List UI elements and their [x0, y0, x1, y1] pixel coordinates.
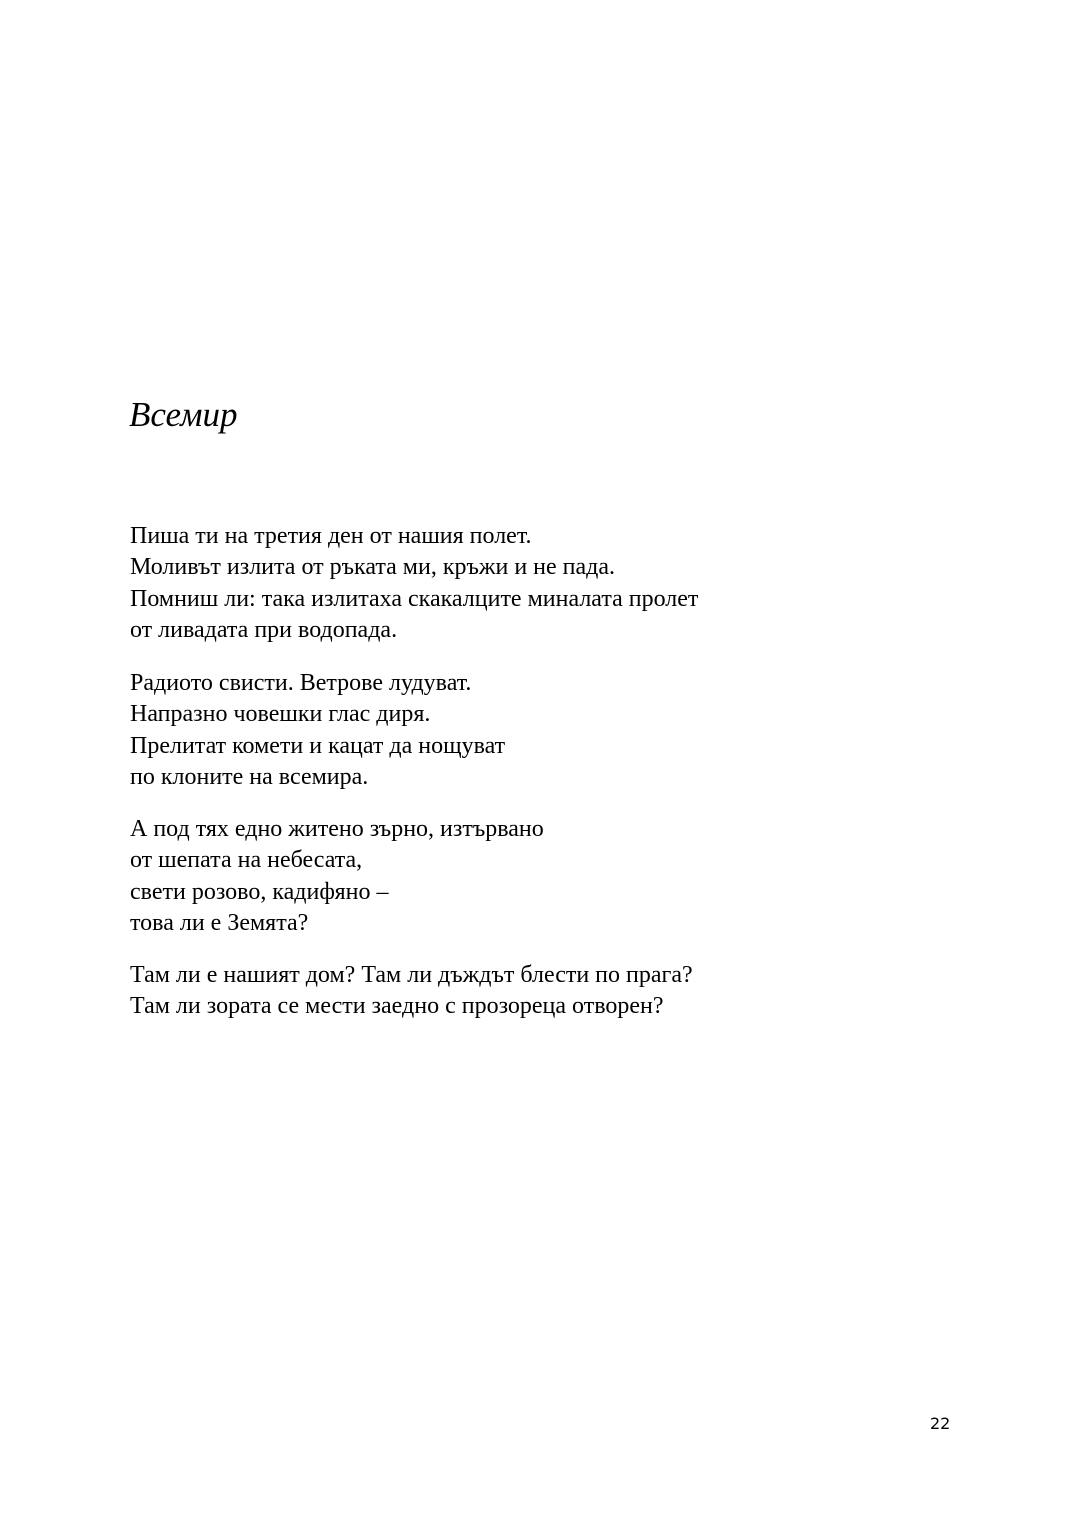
stanza-2 [130, 668, 505, 794]
verse-line: от ливадата при водопада. [130, 617, 398, 644]
verse-line: Там ли е нашият дом? Там ли дъждът блести по прага? [130, 962, 693, 988]
stanza-3 [130, 814, 544, 940]
page-number: 22 [930, 1414, 951, 1433]
verse-line: Моливът излита от ръката ми, кръжи и не пада. [130, 554, 616, 581]
poem-title: Всемир [129, 395, 238, 434]
verse-line: по клоните на всемира. [130, 764, 369, 791]
stanza-4 [130, 960, 693, 1023]
verse-line: от шепата на небесата, [130, 847, 363, 874]
verse-line: Прелитат комети и кацат да нощуват [130, 732, 506, 759]
verse-line: А под тях едно житено зърно, изтървано [130, 816, 544, 842]
verse-line: това ли е Земята? [130, 910, 309, 937]
verse-line: Помниш ли: така излитаха скакалците миналата пролет [130, 585, 699, 612]
verse-line: Радиото свисти. Ветрове лудуват. [130, 670, 472, 696]
verse-line: Напразно човешки глас диря. [130, 701, 431, 728]
verse-line: Там ли зората се мести заедно с прозореца отворен? [130, 993, 664, 1020]
verse-line: Пиша ти на третия ден от нашия полет. [130, 523, 532, 549]
verse-line: свети розово, кадифяно – [130, 878, 389, 905]
stanza-1 [130, 521, 698, 647]
